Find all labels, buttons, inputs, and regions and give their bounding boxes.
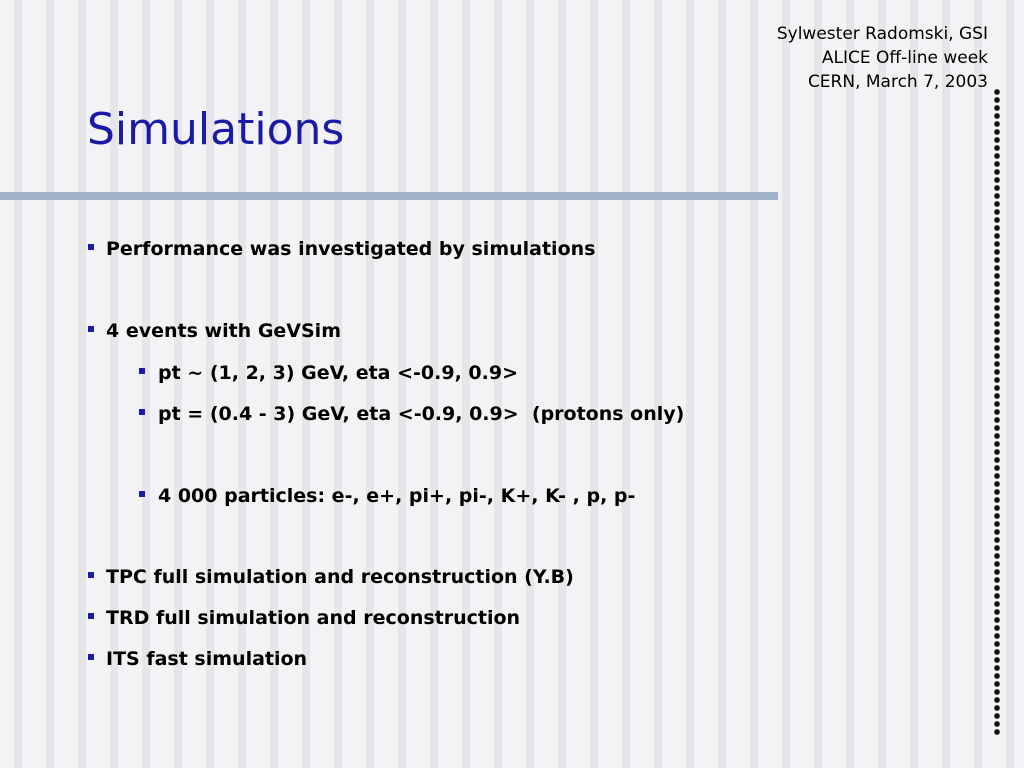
date-line: CERN, March 7, 2003 (807, 72, 988, 92)
title-divider (0, 192, 778, 200)
sub-bullet-item (139, 361, 518, 385)
bullet-square-icon (139, 491, 145, 497)
bullet-square-icon (139, 409, 145, 415)
bullet-item (88, 237, 595, 261)
bullet-text: TPC full simulation and reconstruction (Y.B) (106, 566, 574, 588)
bullet-text: 4 000 particles: e-, e+, pi+, pi-, K+, K- , p, p- (158, 485, 636, 507)
sub-bullet-item (139, 484, 635, 508)
dotted-border-decoration (993, 88, 1001, 736)
bullet-text: ITS fast simulation (106, 648, 308, 670)
bullet-text: Performance was investigated by simulations (106, 238, 596, 260)
bullet-square-icon (139, 368, 145, 374)
slide-title: Simulations (87, 104, 345, 155)
bullet-item (88, 319, 341, 343)
bullet-text: pt ~ (1, 2, 3) GeV, eta <-0.9, 0.9> (158, 362, 518, 384)
sub-bullet-item (139, 402, 684, 426)
event-line: ALICE Off-line week (821, 48, 988, 68)
bullet-item (88, 647, 307, 671)
bullet-item (88, 606, 520, 630)
bullet-text: 4 events with GeVSim (106, 320, 341, 342)
author-line: Sylwester Radomski, GSI (776, 24, 988, 44)
bullet-square-icon (88, 326, 94, 332)
bullet-square-icon (88, 244, 94, 250)
bullet-text: pt = (0.4 - 3) GeV, eta <-0.9, 0.9> (protons only) (158, 403, 685, 425)
header-info (777, 22, 988, 94)
bullet-text: TRD full simulation and reconstruction (106, 607, 521, 629)
bullet-square-icon (88, 613, 94, 619)
bullet-square-icon (88, 654, 94, 660)
bullet-item (88, 565, 574, 589)
bullet-square-icon (88, 572, 94, 578)
